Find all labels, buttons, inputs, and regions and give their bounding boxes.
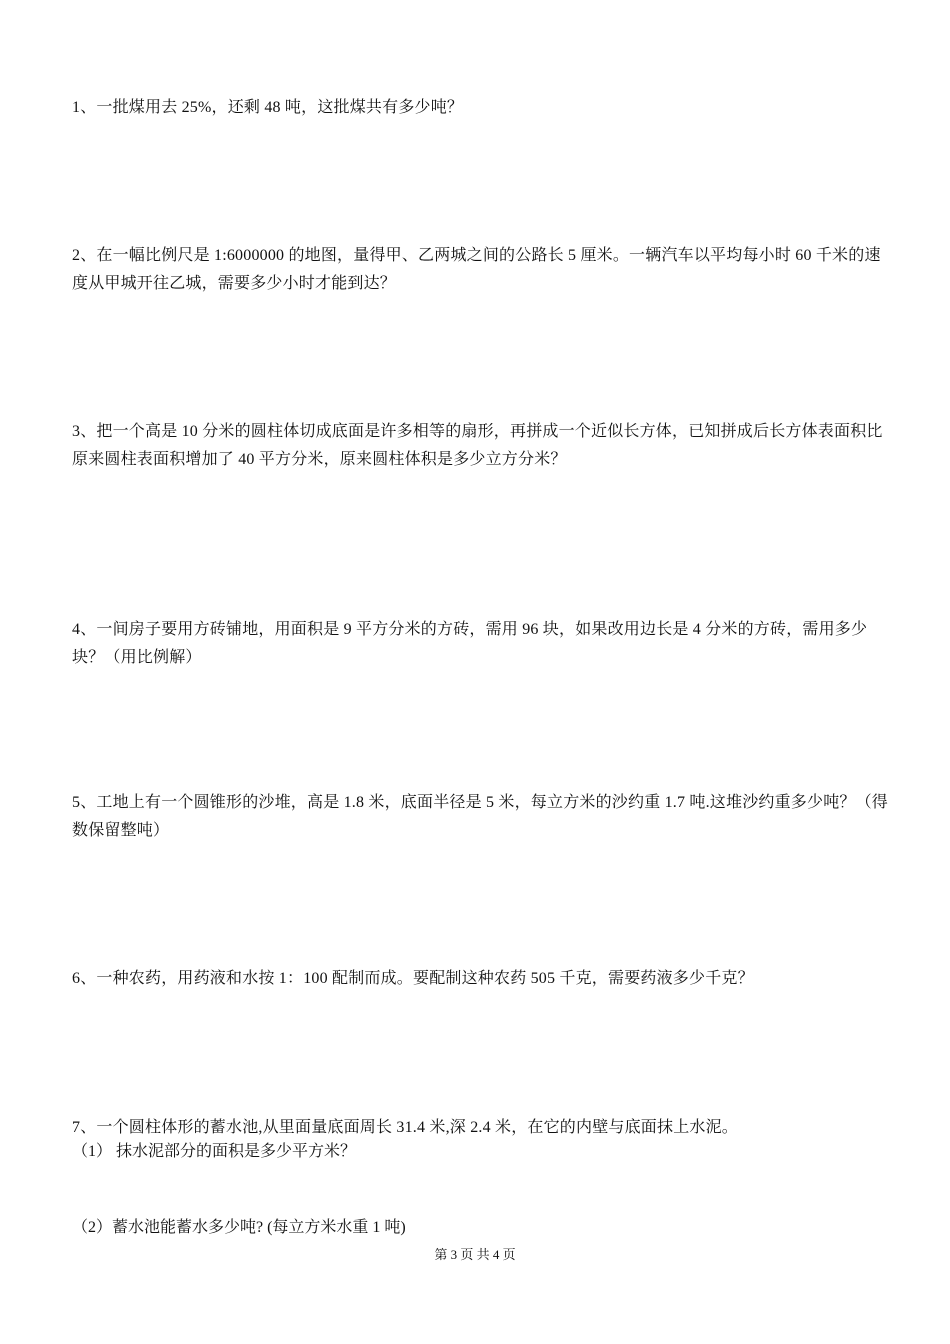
question-2 <box>72 242 892 298</box>
question-3-text: 3、把一个高是 10 分米的圆柱体切成底面是许多相等的扇形，再拼成一个近似长方体，已知拼成后长方体表面积比原来圆柱表面积增加了 40 平方分米，原来圆柱体积是多少立方分米？ <box>72 423 883 468</box>
question-6 <box>72 965 892 993</box>
question-1-text: 1、一批煤用去 25%，还剩 48 吨，这批煤共有多少吨？ <box>72 99 464 116</box>
page-number-footer: 第 3 页 共 4 页 <box>434 1247 516 1262</box>
question-7-part-1-text: （1） 抹水泥部分的面积是多少平方米？ <box>72 1143 357 1160</box>
question-4-text: 4、一间房子要用方砖铺地，用面积是 9 平方分米的方砖，需用 96 块，如果改用边长是 4 分米的方砖，需用多少块？（用比例解） <box>72 621 868 666</box>
question-6-text: 6、一种农药，用药液和水按 1：100 配制而成。要配制这种农药 505 千克，需要药液多少千克？ <box>72 970 754 987</box>
question-3 <box>72 418 892 474</box>
question-2-text: 2、在一幅比例尺是 1:6000000 的地图，量得甲、乙两城之间的公路长 5 厘米。一辆汽车以平均每小时 60 千米的速度从甲城开往乙城，需要多少小时才能到达？ <box>72 247 881 292</box>
question-4 <box>72 616 892 672</box>
question-5-text: 5、工地上有一个圆锥形的沙堆，高是 1.8 米，底面半径是 5 米，每立方米的沙约重 1.7 吨.这堆沙约重多少吨？（得数保留整吨） <box>72 794 889 839</box>
question-1 <box>72 94 892 122</box>
question-7-part-1 <box>72 1138 892 1166</box>
question-5 <box>72 789 892 845</box>
question-7-part-2-text: （2）蓄水池能蓄水多少吨? (每立方米水重 1 吨) <box>72 1219 406 1236</box>
question-7-part-2 <box>72 1214 892 1242</box>
question-7-text: 7、一个圆柱体形的蓄水池,从里面量底面周长 31.4 米,深 2.4 米，在它的内壁与底面抹上水泥。 <box>72 1119 739 1136</box>
